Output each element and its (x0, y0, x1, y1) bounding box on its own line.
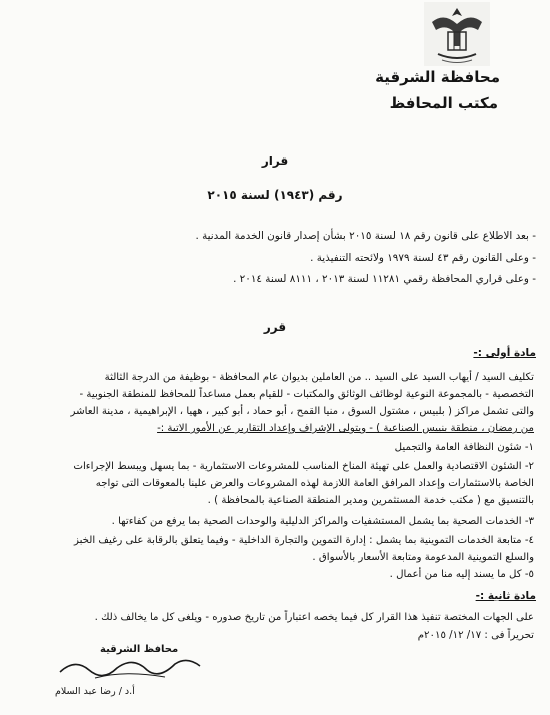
article-2-title: مادة ثانية :- (475, 590, 536, 602)
article-1-line: ١- شئون النظافة العامة والتجميل (394, 442, 534, 453)
article-1-line: ٣- الخدمات الصحية بما يشمل المستشفيات والمراكز الدليلية والوحدات الصحية بما يرفع من كفاءتها . (111, 516, 534, 527)
article-1-line: الخاصة بالاستثمارات وإعداد المرافق العامة اللازمة لهذه المشروعات والعرض علينا بالمعوقات التى تواجه (95, 478, 534, 489)
eagle-emblem-icon (424, 2, 490, 66)
signatory-name: أ.د / رضا عبد السلام (55, 686, 135, 697)
decree-verb: قرر (263, 320, 287, 334)
article-1-line: تكليف السيد / أيهاب السيد على السيد .. من العاملين بديوان عام المحافظة - بوظيفة من الدرجة الثالثة (104, 372, 534, 383)
article-2-line: على الجهات المختصة تنفيذ هذا القرار كل فيما يخصه اعتباراً من تاريخ صدوره - ويلغى كل ما يخالف ذلك . (94, 612, 534, 623)
handwritten-signature (55, 650, 205, 685)
article-1-line: والتى تشمل مراكز ( بلبيس ، مشتول السوق ، منيا القمح ، أبو حماد ، أبو كبير ، ههيا ، الإبراهيمية ، مدينة العاشر (70, 406, 534, 417)
preamble-line: - وعلى قراري المحافظة رقمي ١١٢٨١ لسنة ٢٠١٣ ، ٨١١١ لسنة ٢٠١٤ . (233, 273, 536, 285)
preamble-line: - وعلى القانون رقم ٤٣ لسنة ١٩٧٩ ولائحته التنفيذية . (310, 252, 536, 264)
office-name: مكتب المحافظ (389, 94, 498, 112)
article-1-title: مادة أولى :- (473, 347, 536, 359)
signatory-title: محافظ الشرقية (100, 644, 179, 655)
article-1-line: بالتنسيق مع ( مكتب خدمة المستثمرين ومدير المنطقة الصناعية بالمحافظة ) . (207, 495, 534, 506)
article-1-line: والسلع التموينية المدعومة ومتابعة الأسعار بالأسواق . (312, 552, 534, 563)
issue-date: تحريراً فى : ١٧/ ١٢/ ٢٠١٥م (417, 630, 534, 641)
governorate-name: محافظة الشرقية (375, 68, 500, 86)
preamble-line: - بعد الاطلاع على قانون رقم ١٨ لسنة ٢٠١٥ بشأن إصدار قانون الخدمة المدنية . (195, 230, 536, 242)
article-1-line: التخصصية - بالمجموعة النوعية لوظائف الوثائق والمكتبات - للقيام بعمل مساعداً للمحافظ للمنطقة الجنوبية - (79, 389, 534, 400)
article-1-line: من رمضان ، منطقة بنييس الصناعية ) - ويتولى الإشراف وإعداد التقارير عن الأمور الاتية :- (157, 423, 534, 434)
decree-title: قرار (261, 154, 289, 168)
article-1-line: ٢- الشئون الاقتصادية والعمل على تهيئة المناخ المناسب للمشروعات الاستثمارية - بما يسهل ويبسط الإجراءات (73, 461, 534, 472)
decree-number: رقم (١٩٤٣) لسنة ٢٠١٥ (207, 188, 343, 202)
article-1-line: ٤- متابعة الخدمات التموينية بما يشمل : إدارة التموين والتجارة الداخلية - وفيما يتعلق بالرقابة على رغيف الخبز (73, 535, 534, 546)
article-1-line: ٥- كل ما يسند إليه منا من أعمال . (389, 569, 534, 580)
